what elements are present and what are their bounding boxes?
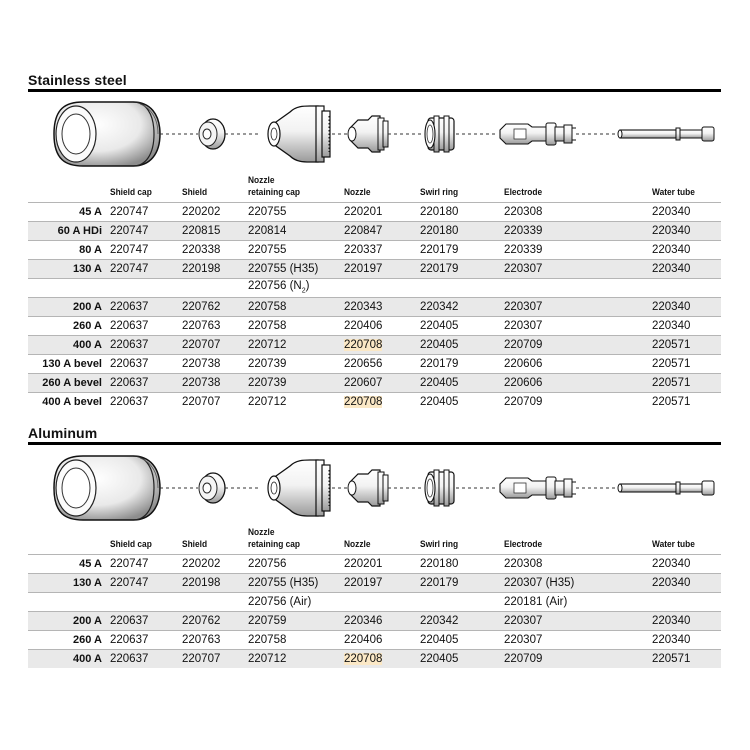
section-divider (28, 442, 721, 445)
col-header-shield-cap: Shield cap (110, 186, 152, 198)
table-row: 130 A 220747 220198 220755 (H35) 220197 220179 220307 220340 (28, 259, 721, 278)
col-header-nozzle: Nozzle (344, 538, 371, 550)
table-row: 220756 (Air) 220181 (Air) (28, 592, 721, 611)
table-row: 130 A bevel 220637 220738 220739 220656 220179 220606 220571 (28, 354, 721, 373)
col-header-swirl-ring: Swirl ring (420, 538, 459, 550)
table-row: 60 A HDi 220747 220815 220814 220847 220180 220339 220340 (28, 221, 721, 240)
col-header-electrode: Electrode (504, 538, 543, 550)
table-row: 260 A 220637 220763 220758 220406 220405 220307 220340 (28, 630, 721, 649)
table-row: 45 A 220747 220202 220756 220201 220180 220308 220340 (28, 554, 721, 573)
table-row: 400 A 220637 220707 220712 220708 220405 220709 220571 (28, 649, 721, 668)
col-header-nozzle: Nozzle (344, 186, 371, 198)
aluminum-parts-illustration (28, 448, 721, 528)
col-header-electrode: Electrode (504, 186, 543, 198)
table-row: 80 A 220747 220338 220755 220337 220179 220339 220340 (28, 240, 721, 259)
col-header-swirl-ring: Swirl ring (420, 186, 459, 198)
table-row: 130 A 220747 220198 220755 (H35) 220197 220179 220307 (H35) 220340 (28, 573, 721, 592)
highlighted-cell: 220708 (344, 392, 420, 411)
col-header-shield-cap: Shield cap (110, 538, 152, 550)
table-row: 200 A 220637 220762 220759 220346 220342 220307 220340 (28, 611, 721, 630)
table-row: 260 A bevel 220637 220738 220739 220607 220405 220606 220571 (28, 373, 721, 392)
section-divider (28, 89, 721, 92)
aluminum-table (28, 522, 721, 668)
header-row (28, 170, 721, 202)
col-header-water-tube: Water tube (652, 538, 695, 550)
highlighted-cell: 220708 (344, 649, 420, 668)
table-row: 400 A 220637 220707 220712 220708 220405 220709 220571 (28, 335, 721, 354)
aluminum-title: Aluminum (28, 425, 98, 441)
table-row: 45 A 220747 220202 220755 220201 220180 220308 220340 (28, 202, 721, 221)
stainless-steel-title: Stainless steel (28, 72, 127, 88)
col-header-nozzle-retaining-cap: Nozzle retaining cap (248, 174, 301, 198)
table-row: 220756 $(N_2)$ (28, 278, 721, 297)
col-header-nozzle-retaining-cap: Nozzle retaining cap (248, 526, 301, 550)
stainless-parts-illustration (28, 94, 721, 174)
col-header-shield: Shield (182, 186, 208, 198)
header-row (28, 522, 721, 554)
stainless-steel-table (28, 170, 721, 411)
col-header-water-tube: Water tube (652, 186, 695, 198)
col-header-shield: Shield (182, 538, 208, 550)
table-row: 260 A 220637 220763 220758 220406 220405 220307 220340 (28, 316, 721, 335)
table-row: 200 A 220637 220762 220758 220343 220342 220307 220340 (28, 297, 721, 316)
table-row: 400 A bevel 220637 220707 220712 220708 220405 220709 220571 (28, 392, 721, 411)
highlighted-cell: 220708 (344, 335, 420, 354)
